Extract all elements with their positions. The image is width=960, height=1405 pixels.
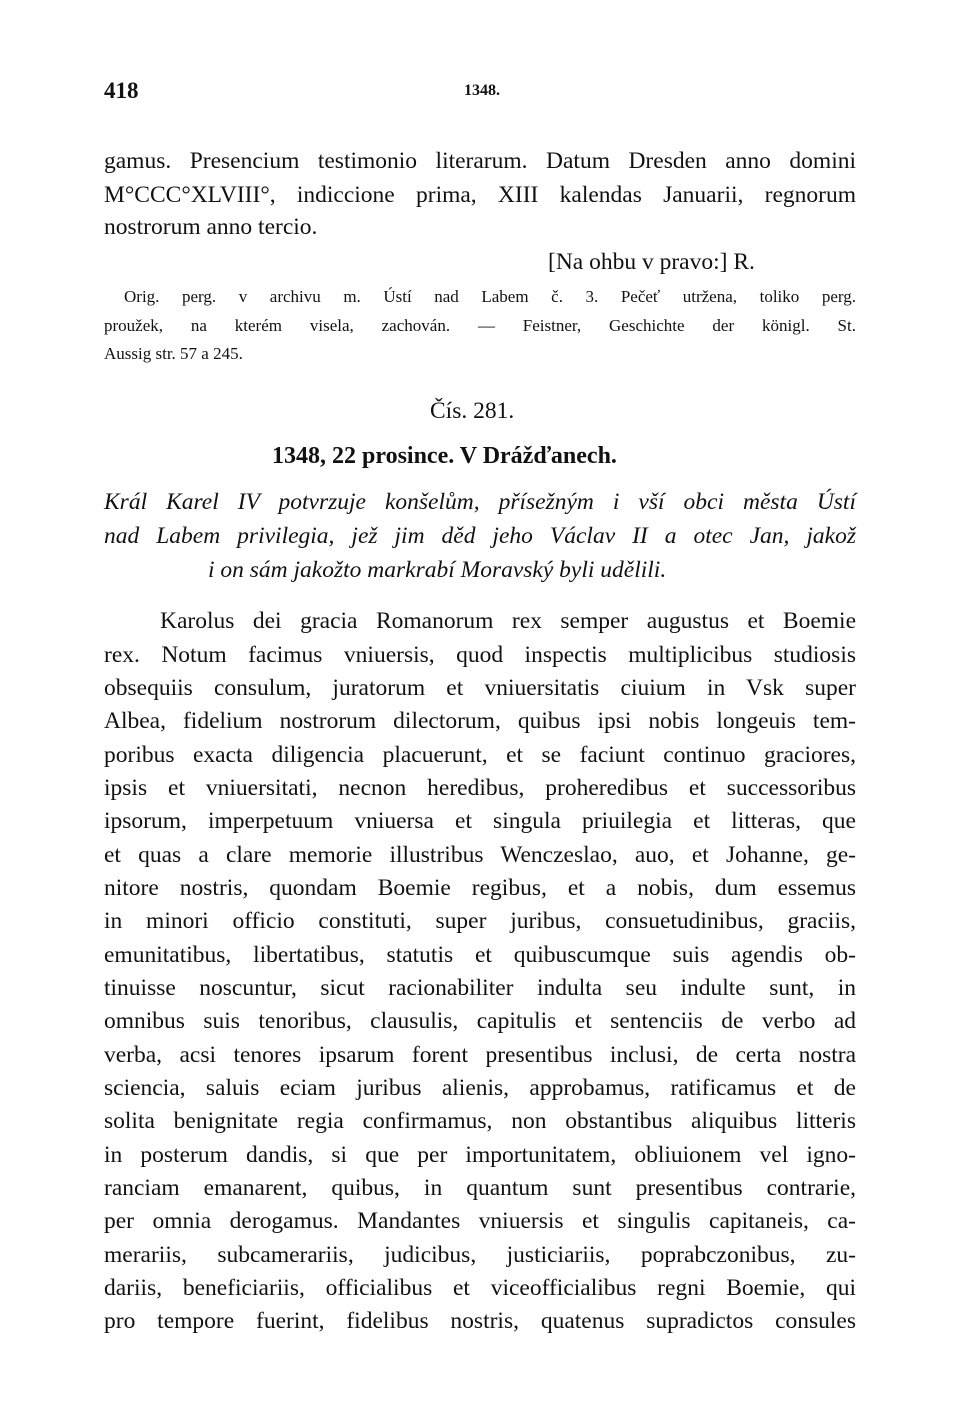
charter-line: nitore nostris, quondam Boemie regibus, et a nobis, dum essemus [104, 875, 856, 901]
page-number: 418 [104, 78, 139, 103]
charter-line: merariis, subcamerariis, judicibus, justiciariis, poprabczonibus, zu- [104, 1242, 856, 1268]
charter-line: in minori officio constituti, super juribus, consuetudinibus, graciis, [104, 908, 856, 934]
charter-line: tinuisse noscuntur, sicut racionabiliter indulta seu indulte sunt, in [104, 975, 856, 1001]
charter-line: omnibus suis tenoribus, clausulis, capitulis et sentenciis de verbo ad [104, 1008, 856, 1034]
charter-line: obsequiis consulum, juratorum et vniuersitatis ciuium in Vsk super [104, 675, 856, 701]
running-header-year: 1348. [464, 82, 500, 99]
charter-line: ipsorum, imperpetuum vniuersa et singula priuilegia et litteras, que [104, 808, 856, 834]
charter-line: Karolus dei gracia Romanorum rex semper augustus et Boemie [160, 608, 856, 634]
text-line: M°CCC°XLVIII°, indiccione prima, XIII kalendas Januarii, regnorum [104, 182, 856, 208]
charter-line: dariis, beneficiariis, officialibus et viceofficialibus regni Boemie, qui [104, 1275, 856, 1301]
charter-line: solita benignitate regia confirmamus, non obstantibus aliquibus litteris [104, 1108, 856, 1134]
regest-line: Král Karel IV potvrzuje konšelům, přísežným i vší obci města Ústí [104, 489, 856, 515]
charter-line: Albea, fidelium nostrorum dilectorum, quibus ipsi nobis longeuis tem- [104, 708, 856, 734]
charter-line: sciencia, saluis eciam juribus alienis, approbamus, ratificamus et de [104, 1075, 856, 1101]
text-line: nostrorum anno tercio. [104, 214, 318, 240]
source-note-line: proužek, na kterém visela, zachován. — Feistner, Geschichte der königl. St. [104, 316, 856, 335]
charter-line: verba, acsi tenores ipsarum forent presentibus inclusi, de certa nostra [104, 1042, 856, 1068]
charter-line: rex. Notum facimus vniuersis, quod inspectis multiplicibus studiosis [104, 642, 856, 668]
text-line: gamus. Presencium testimonio literarum. Datum Dresden anno domini [104, 148, 856, 174]
charter-line: poribus exacta diligencia placuerunt, et se faciunt continuo graciores, [104, 742, 856, 768]
charter-line: pro tempore fuerint, fidelibus nostris, quatenus supradictos consules [104, 1308, 856, 1334]
entry-number: Čís. 281. [430, 398, 515, 424]
charter-line: emunitatibus, libertatibus, statutis et quibuscumque suis agendis ob- [104, 942, 856, 968]
charter-line: ipsis et vniuersitati, necnon heredibus, proheredibus et successoribus [104, 775, 856, 801]
charter-line: per omnia derogamus. Mandantes vniuersis et singulis capitaneis, ca- [104, 1208, 856, 1234]
charter-line: et quas a clare memorie illustribus Wenczeslao, auo, et Johanne, ge- [104, 842, 856, 868]
regest-line: i on sám jakožto markrabí Moravský byli udělili. [208, 557, 667, 583]
charter-line: ranciam emanarent, quibus, in quantum sunt presentibus contrarie, [104, 1175, 856, 1201]
page-header [104, 78, 856, 108]
regest-line: nad Labem privilegia, jež jim děd jeho Václav II a otec Jan, jakož [104, 523, 856, 549]
charter-line: in posterum dandis, si que per importunitatem, obliuionem vel igno- [104, 1142, 856, 1168]
endorsement-note: [Na ohbu v pravo:] R. [548, 249, 755, 275]
entry-dateline: 1348, 22 prosince. V Drážďanech. [272, 443, 617, 469]
source-note-line: Orig. perg. v archivu m. Ústí nad Labem č. 3. Pečeť utržena, toliko perg. [124, 287, 856, 306]
source-note-line: Aussig str. 57 a 245. [104, 344, 243, 363]
